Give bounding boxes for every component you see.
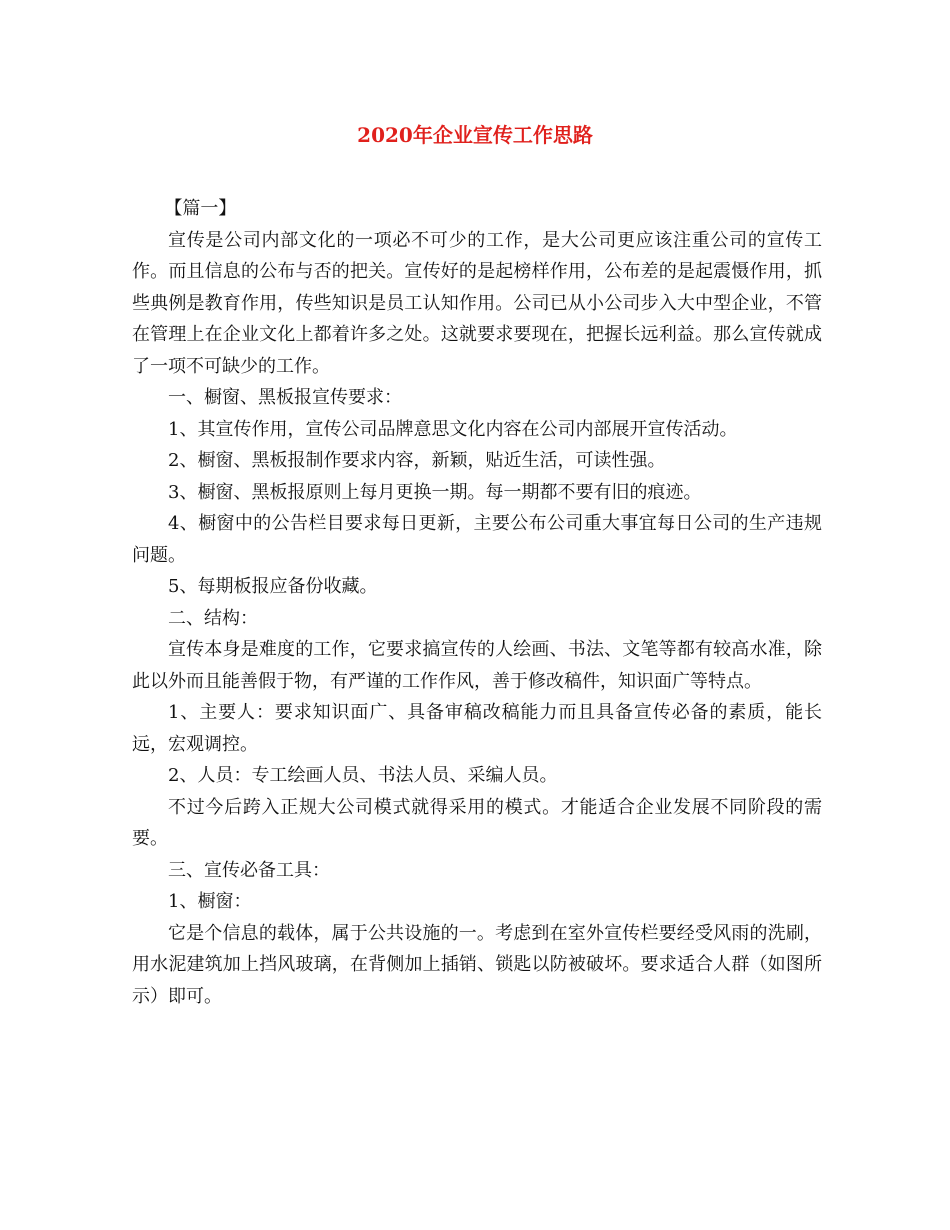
list-item-requirement-1: 1、其宣传作用，宣传公司品牌意思文化内容在公司内部展开宣传活动。: [168, 418, 738, 440]
section-heading-tools: 三、宣传必备工具：: [168, 859, 330, 881]
list-item-requirement-5: 5、每期板报应备份收藏。: [168, 576, 378, 597]
list-item-tool-1: 1、橱窗：: [168, 891, 252, 912]
section-heading-structure: 二、结构：: [168, 607, 258, 629]
list-item-structure-2: 2、人员：专工绘画人员、书法人员、采编人员。: [168, 765, 558, 786]
document-body: [132, 193, 822, 1012]
document-title: 2020年企业宣传工作思路: [357, 123, 593, 147]
paragraph-showcase: 它是个信息的载体，属于公共设施的一。考虑到在室外宣传栏要经受风雨的洗刷，用水泥建筑加上挡风玻璃，在背侧加上插销、锁匙以防被破坏。要求适合人群（如图所示）即可。: [132, 922, 822, 1007]
paragraph-intro: 宣传是公司内部文化的一项必不可少的工作，是大公司更应该注重公司的宣传工作。而且信息的公布与否的把关。宣传好的是起榜样作用，公布差的是起震慑作用，抓些典例是教育作用，传些知识是员工认知作用。公司已从小公司步入大中型企业，不管在管理上在企业文化上都着许多之处。这就要求要现在，把握长远利益。那么宣传就成了一项不可缺少的工作。: [132, 229, 822, 377]
section-heading-part-one: 【篇一】: [164, 198, 237, 219]
section-heading-requirements: 一、橱窗、黑板报宣传要求：: [168, 387, 402, 408]
list-item-requirement-4: 4、橱窗中的公告栏目要求每日更新，主要公布公司重大事宜每日公司的生产违规问题。: [132, 513, 822, 566]
paragraph-structure: 宣传本身是难度的工作，它要求搞宣传的人绘画、书法、文笔等都有较高水准，除此以外而且能善假于物，有严谨的工作作风，善于修改稿件，知识面广等特点。: [132, 639, 822, 692]
list-item-requirement-2: 2、橱窗、黑板报制作要求内容，新颖，贴近生活，可读性强。: [168, 450, 666, 471]
list-item-structure-1: 1、主要人：要求知识面广、具备审稿改稿能力而且具备宣传必备的素质，能长远，宏观调控。: [132, 702, 822, 755]
list-item-requirement-3: 3、橱窗、黑板报原则上每月更换一期。每一期都不要有旧的痕迹。: [168, 481, 702, 503]
paragraph-future-model: 不过今后跨入正规大公司模式就得采用的模式。才能适合企业发展不同阶段的需要。: [132, 796, 822, 849]
